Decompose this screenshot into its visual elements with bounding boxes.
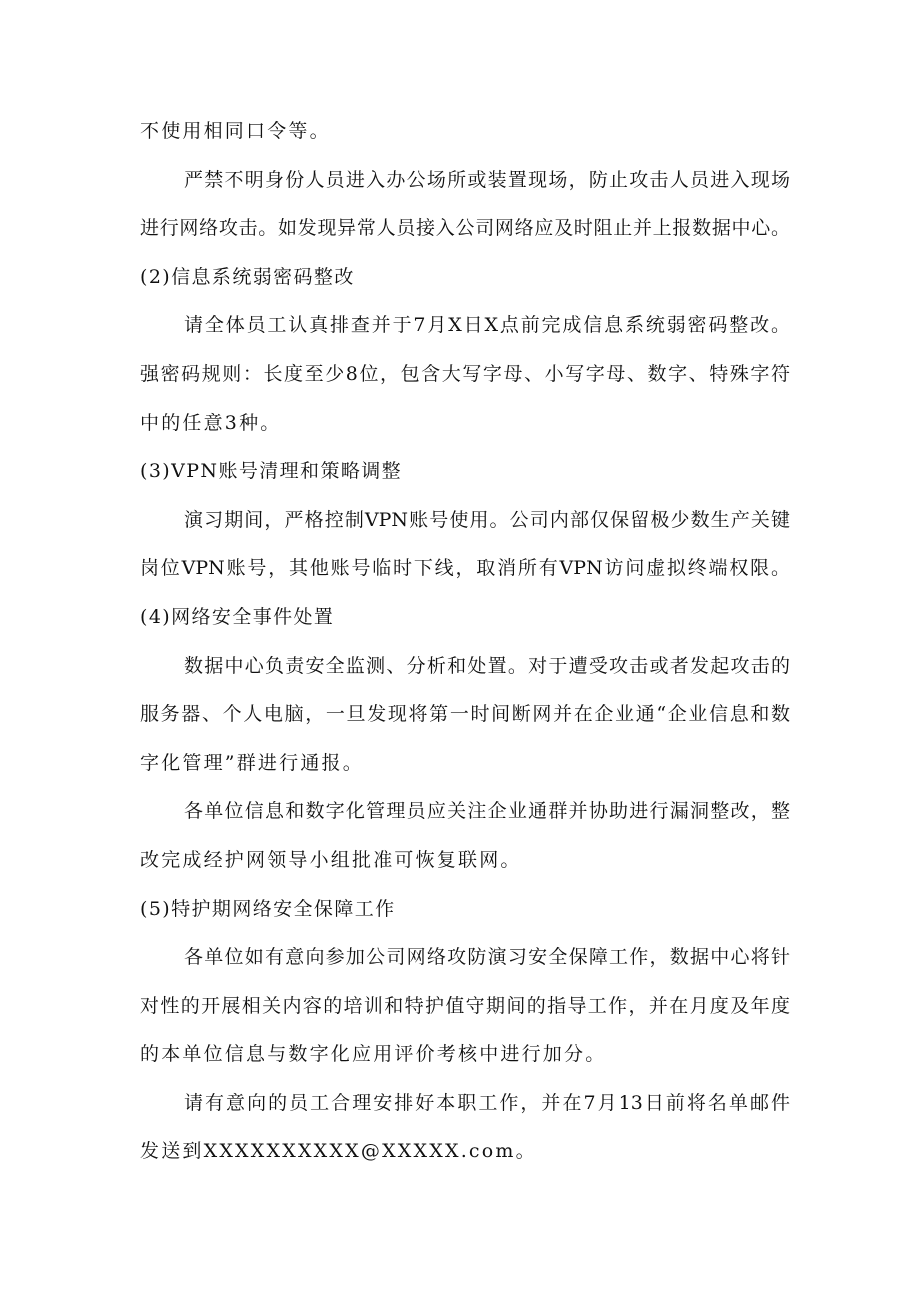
section-heading-incident-response: (4)网络安全事件处置 (140, 605, 335, 628)
paragraph-line: 字化管理”群进行通报。 (140, 751, 364, 774)
paragraph-line: 改完成经护网领导小组批准可恢复联网。 (140, 848, 522, 871)
paragraph-line-email: 发送到XXXXXXXXXX@XXXXX.com。 (140, 1140, 537, 1163)
paragraph-line: 严禁不明身份人员进入办公场所或装置现场，防止攻击人员进入现场 (184, 168, 790, 191)
paragraph-line: 不使用相同口令等。 (140, 120, 331, 142)
paragraph-line: 请有意向的员工合理安排好本职工作，并在7月13日前将名单邮件 (184, 1091, 790, 1114)
paragraph-line: 数据中心负责安全监测、分析和处置。对于遭受攻击或者发起攻击的 (184, 654, 790, 677)
section-heading-weak-password: (2)信息系统弱密码整改 (140, 265, 355, 288)
paragraph-line: 服务器、个人电脑，一旦发现将第一时间断网并在企业通“企业信息和数 (140, 703, 790, 726)
paragraph-line: 对性的开展相关内容的培训和特护值守期间的指导工作，并在月度及年度 (140, 994, 790, 1017)
paragraph-line: 强密码规则：长度至少8位，包含大写字母、小写字母、数字、特殊字符 (140, 362, 790, 385)
paragraph-line: 进行网络攻击。如发现异常人员接入公司网络应及时阻止并上报数据中心。 (140, 217, 790, 240)
paragraph-line: 岗位VPN账号，其他账号临时下线，取消所有VPN访问虚拟终端权限。 (140, 557, 790, 580)
section-heading-vpn: (3)VPN账号清理和策略调整 (140, 460, 403, 483)
document-body (140, 107, 790, 1176)
section-heading-special-protection: (5)特护期网络安全保障工作 (140, 897, 396, 920)
paragraph-line: 中的任意3种。 (140, 411, 282, 434)
paragraph-line: 的本单位信息与数字化应用评价考核中进行加分。 (140, 1043, 607, 1066)
paragraph-line: 各单位如有意向参加公司网络攻防演习安全保障工作，数据中心将针 (184, 946, 790, 969)
paragraph-line: 演习期间，严格控制VPN账号使用。公司内部仅保留极少数生产关键 (184, 508, 790, 531)
paragraph-line: 请全体员工认真排查并于7月X日X点前完成信息系统弱密码整改。 (184, 314, 790, 337)
paragraph-line: 各单位信息和数字化管理员应关注企业通群并协助进行漏洞整改，整 (184, 800, 790, 823)
